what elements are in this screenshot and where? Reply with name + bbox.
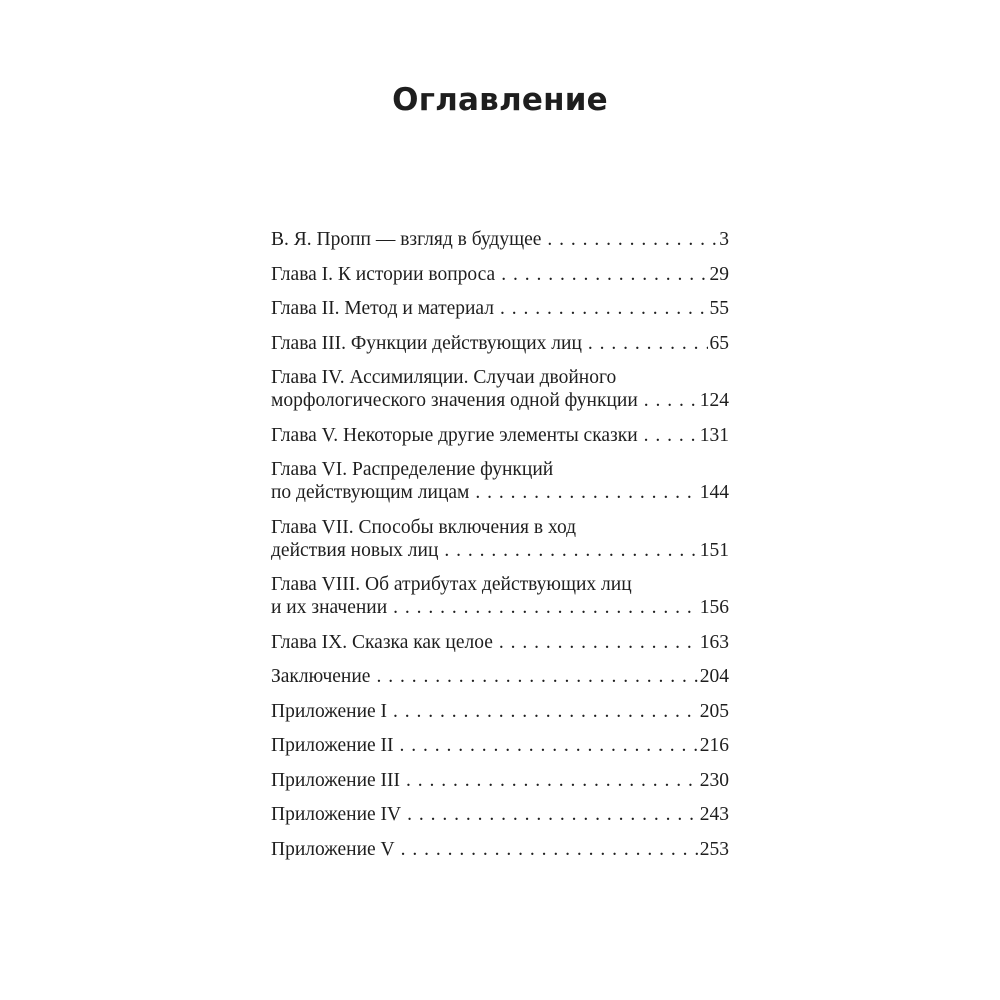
toc-entry-line	[271, 481, 729, 504]
toc-entry-title: Глава III. Функции действующих лиц	[271, 332, 582, 354]
toc-entry-title: Заключение	[271, 666, 371, 687]
toc-page-number: 29	[709, 263, 729, 285]
toc-page-number: 253	[699, 838, 729, 860]
toc-entry-line	[271, 838, 729, 861]
toc-entry	[271, 297, 729, 320]
toc-entry-title: действия новых лиц	[271, 539, 439, 561]
toc-entry-line	[271, 769, 729, 792]
toc-entry-title-line: Глава VI. Распределение функций	[271, 459, 554, 480]
dot-leader	[501, 263, 707, 286]
toc-entry-line	[271, 297, 729, 320]
dot-leader	[376, 665, 697, 688]
toc-entry	[271, 332, 729, 355]
dot-leader	[444, 539, 697, 562]
toc-entry	[271, 516, 729, 562]
dot-leader	[547, 228, 717, 251]
toc-entry-title: Глава IX. Сказка как целое	[271, 631, 493, 653]
toc-page-number: 230	[699, 769, 729, 791]
toc-page-number: 243	[699, 804, 729, 825]
toc-entry	[271, 366, 729, 412]
toc-entry-title-line: Глава VII. Способы включения в ход	[271, 516, 577, 538]
toc-entry-title: Приложение III	[271, 769, 401, 791]
toc-entry-title: Приложение IV	[271, 804, 402, 825]
toc-entry-line	[271, 631, 729, 654]
toc-entry-line	[271, 228, 729, 251]
table-of-contents	[271, 228, 729, 872]
toc-entry	[271, 769, 729, 792]
toc-entry-title-line: Глава VIII. Об атрибутах действующих лиц	[271, 574, 632, 595]
toc-entry-title: Приложение I	[271, 700, 388, 722]
dot-leader	[588, 332, 708, 355]
toc-entry-line	[271, 700, 729, 723]
dot-leader	[401, 838, 698, 861]
toc-page-number: 55	[709, 298, 729, 319]
toc-entry-title: Глава V. Некоторые другие элементы сказки	[271, 424, 638, 446]
dot-leader	[393, 700, 698, 723]
toc-page-number: 131	[699, 424, 729, 446]
toc-entry	[271, 700, 729, 723]
toc-entry-title: Приложение II	[271, 735, 394, 756]
toc-entry	[271, 631, 729, 654]
toc-entry	[271, 734, 729, 757]
toc-entry-title: В. Я. Пропп — взгляд в будущее	[271, 229, 542, 250]
toc-entry-title: Глава I. К истории вопроса	[271, 263, 496, 285]
toc-entry-title: Приложение V	[271, 838, 395, 860]
toc-page-number: 205	[699, 700, 729, 722]
toc-entry-title-line: Глава IV. Ассимиляции. Случаи двойного	[271, 367, 617, 388]
toc-page-number: 144	[699, 482, 729, 503]
toc-entry	[271, 458, 729, 504]
toc-entry-line	[271, 734, 729, 757]
toc-page-number: 216	[699, 735, 729, 756]
toc-entry	[271, 803, 729, 826]
toc-entry-line	[271, 389, 729, 412]
dot-leader	[406, 769, 698, 792]
toc-entry-line	[271, 263, 729, 286]
toc-entry-title: Глава II. Метод и материал	[271, 298, 494, 319]
dot-leader	[400, 734, 698, 757]
toc-page-number: 65	[709, 332, 729, 354]
toc-entry-title: по действующим лицам	[271, 482, 470, 503]
toc-entry	[271, 263, 729, 286]
toc-entry-line	[271, 596, 729, 619]
dot-leader	[407, 803, 698, 826]
dot-leader	[644, 389, 698, 412]
toc-entry-title: и их значении	[271, 597, 388, 618]
toc-entry	[271, 228, 729, 251]
toc-page-number: 163	[699, 631, 729, 653]
toc-entry-line	[271, 803, 729, 826]
toc-entry-title: морфологического значения одной функции	[271, 390, 638, 411]
toc-page-number: 3	[719, 229, 729, 250]
toc-entry-line	[271, 424, 729, 447]
toc-entry	[271, 573, 729, 619]
dot-leader	[500, 297, 708, 320]
dot-leader	[393, 596, 698, 619]
dot-leader	[499, 631, 698, 654]
toc-page-number: 124	[699, 390, 729, 411]
toc-page-number: 151	[699, 539, 729, 561]
dot-leader	[644, 424, 698, 447]
toc-page-number: 204	[699, 666, 729, 687]
toc-entry	[271, 838, 729, 861]
toc-page-number: 156	[699, 597, 729, 618]
toc-entry-line	[271, 665, 729, 688]
page-title: Оглавление	[392, 82, 608, 118]
toc-entry	[271, 665, 729, 688]
toc-entry-line	[271, 539, 729, 562]
dot-leader	[475, 481, 697, 504]
toc-entry-line	[271, 332, 729, 355]
toc-entry	[271, 424, 729, 447]
